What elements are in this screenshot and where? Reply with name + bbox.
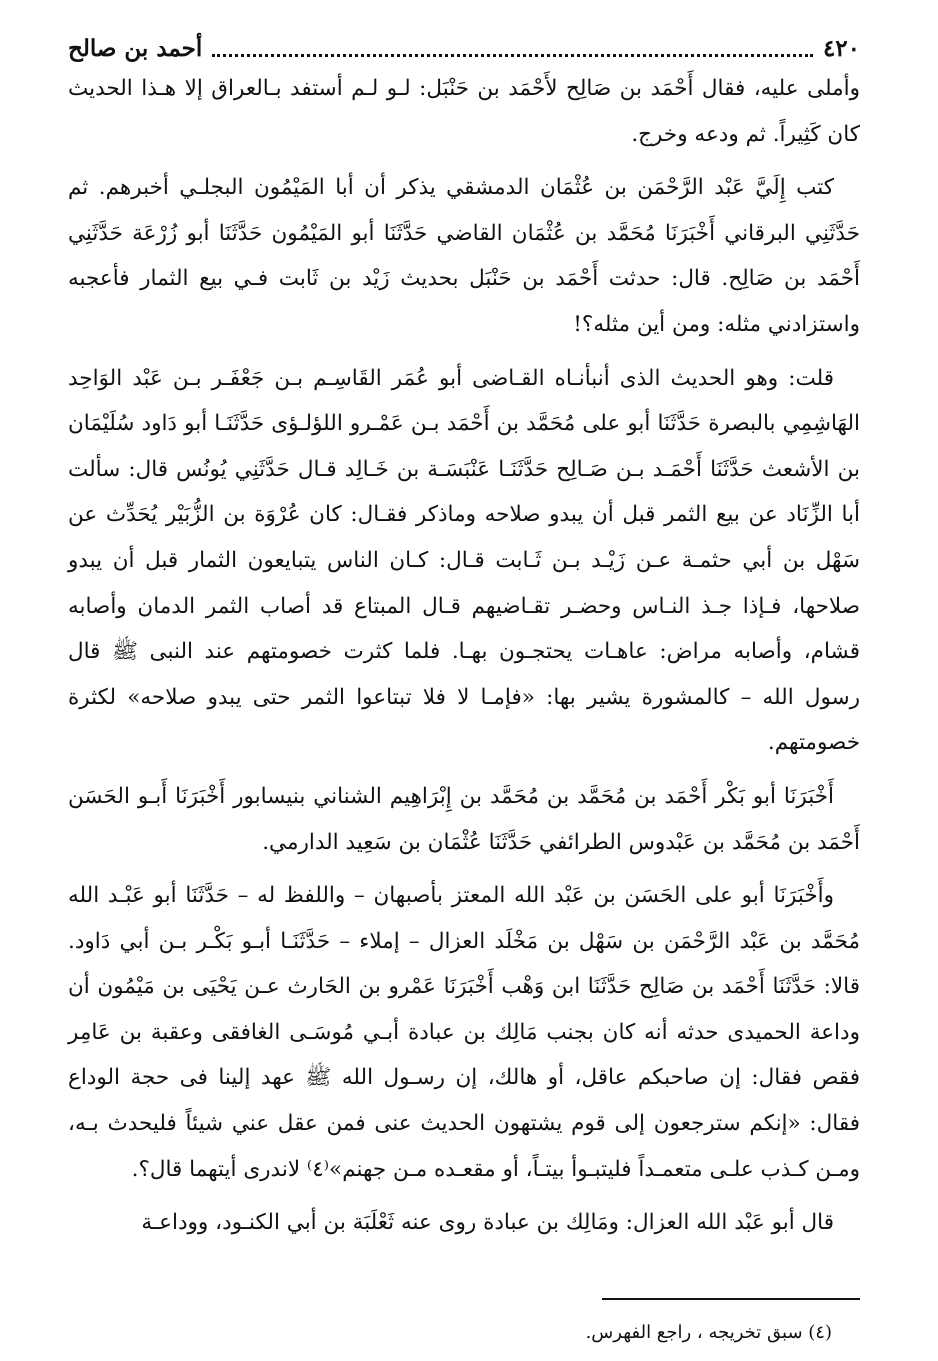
paragraph: أَخْبَرَنَا أبو بَكْر أَحْمَد بن مُحَمَّد بن مُحَمَّد بن إِبْرَاهِيم الشناني بنيسابور أَخْبَرَنَا أَبـو الحَسَن أَحْمَد بن مُحَمَّد بن عَبْدوس الطرائفي حَدَّثَنَا عُثْمَان بن سَعِيد الدارمي.: [68, 783, 860, 855]
paragraph: قلت: وهو الحديث الذى أنبأنـاه القـاضى أبو عُمَر القَاسِـم بـن جَعْفَـر بـن عَبْد الوَاحِد الهَاشِمِي بالبصرة حَدَّثَنَا أبو على مُحَمَّد بن أَحْمَد بـن عَمْـرو اللؤلـؤى حَدَّثَنَـا أبو دَاود سُلَيْمَان بن الأشعث حَدَّثَنَا أَحْمَـد بـن صَـالِح حَدَّثَنَـا عَنْبَسَـة بن خَـالِد قـال حَدَّثَنِي يُونُس قال: سألت أبا الزِّنَاد عن بيع الثمر قبل أن يبدو صلاحه وماذكر فقـال: كان عُرْوَة بن الزُّبَيْر يُحَدِّث عن سَهْل بن أبي حثمـة عـن زَيْـد بـن ثَـابت قـال: كـان الناس يتبايعون الثمار قبل أن يبدو صلاحها، فـإذا جـذ النـاس وحضـر تقـاضيهم قـال المبتاع قد أصاب الثمر الدمان وأصابه قشام، وأصابه مراض: عاهـات يحتجـون بهـا. فلما كثرت خصومتهم عند النبى ﷺ قال رسول الله – كالمشورة يشير بها: «فإمـا لا فلا تبتاعوا الثمر حتى يبدو صلاحه» لكثرة خصومتهم.: [68, 365, 860, 756]
paragraph: كتب إِلَيَّ عَبْد الرَّحْمَن بن عُثْمَان الدمشقي يذكر أن أبا المَيْمُون البجلـي أخبرهم. ثم حَدَّثَنِي البرقاني أَخْبَرَنَا مُحَمَّد بن عُثْمَان القاضي حَدَّثَنَا أبو المَيْمُون حَدَّثَنَا أبو زُرْعَة حَدَّثَنِي أَحْمَد بن صَالِح. قال: حدثت أَحْمَد بن حَنْبَل بحديث زَيْد بن ثَابت فـي بيع الثمار فأعجبه واستزادني مثله: ومن أين مثله؟!: [68, 175, 860, 337]
paragraph: وأملى عليه، فقال أَحْمَد بن صَالِح لأَحْمَد بن حَنْبَل: لـو لـم أستفد بـالعراق إلا هـذا الحديث كان كَثِيراً. ثم ودعه وخرج.: [68, 76, 860, 147]
footnote-divider: [602, 1298, 860, 1300]
paragraph: وأَخْبَرَنَا أبو على الحَسَن بن عَبْد الله المعتز بأصبهان – واللفظ له – حَدَّثَنَا أبو عَبْـد الله مُحَمَّد بن عَبْد الرَّحْمَن بن سَهْل بن مَخْلَد العزال – إملاء – حَدَّثَنَـا أبـو بَكْـر بـن أبي دَاود. قالا: حَدَّثَنَا أَحْمَد بن صَالِح حَدَّثَنَا ابن وَهْب أَخْبَرَنَا عَمْرو بن الحَارث عـن يَحْيَى بن مَيْمُون أن وداعة الحميدى حدثه أنه كان بجنب مَالِك بن عبادة أبـي مُوسَـى الغافقى وعقبة بن عَامِر فقص فقال: إن صاحبكم عاقل، أو هالك، إن رسـول الله ﷺ عهد إلينا فى حجة الوداع فقال: «إنكم سترجعون إلى قوم يشتهون الحديث عنى فمن عقل عني شيئاً فليحدث بـه، ومـن كـذب علـى متعمـداً فليتبـوأ بيتـاً، أو مقعـده مـن جهنم»⁽٤⁾ لاندرى أيتهما قال؟.: [68, 883, 860, 1182]
paragraph: قال أبو عَبْد الله العزال: ومَالِك بن عبادة روى عنه ثَعْلَبَة بن أبي الكنـود، ووداعـة: [141, 1210, 834, 1236]
running-title: أحمد بن صالح: [68, 35, 203, 62]
page-header: [68, 30, 860, 66]
footnote: (٤) سبق تخريجه ، راجع الفهرس.: [585, 1322, 832, 1343]
page-body: [68, 66, 860, 1246]
book-page: [68, 30, 860, 1343]
page-number: ٤٢٠: [822, 35, 860, 62]
dotted-leader: [212, 54, 813, 57]
